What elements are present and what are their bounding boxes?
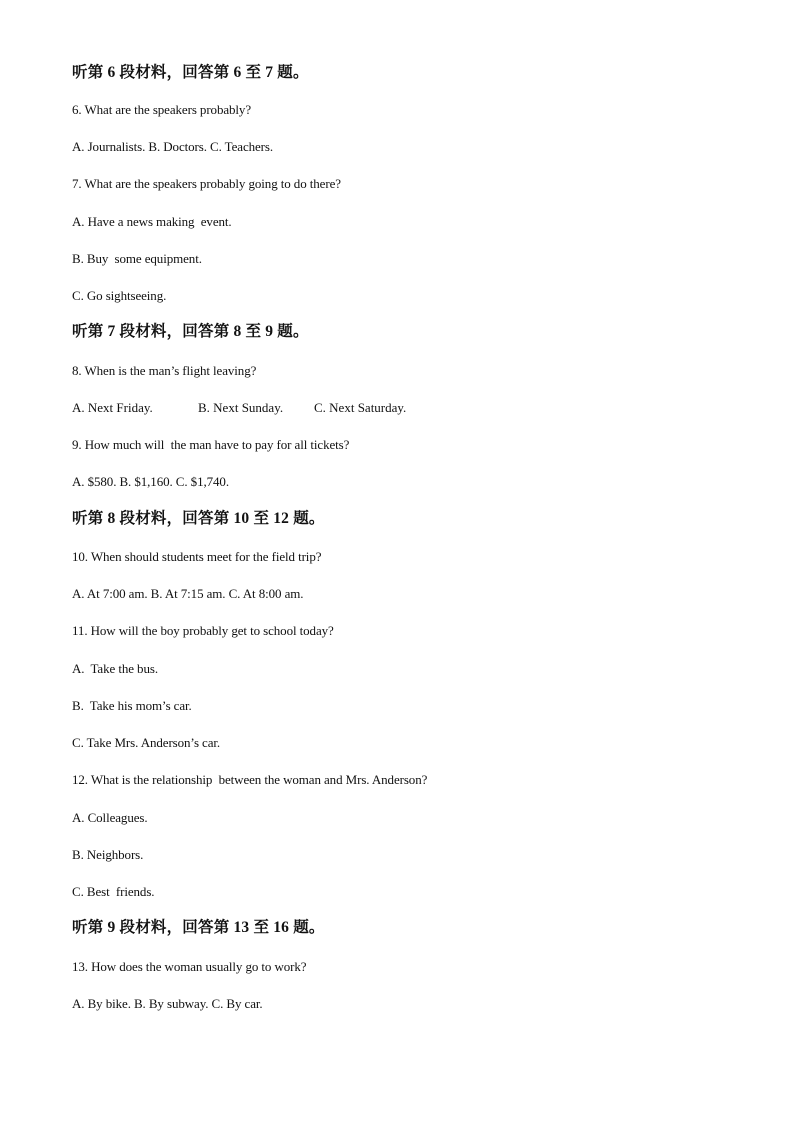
question-7: 7. What are the speakers probably going to do there? (72, 176, 341, 191)
section-heading-7: 听第 7 段材料，回答第 8 至 9 题。 (72, 323, 309, 340)
question-9-options: A. $580. B. $1,160. C. $1,740. (72, 474, 229, 489)
question-13: 13. How does the woman usually go to work? (72, 959, 307, 974)
document-page (72, 0, 752, 1123)
question-11-option-c: C. Take Mrs. Anderson’s car. (72, 735, 221, 750)
question-9: 9. How much will the man have to pay for all tickets? (72, 437, 350, 452)
question-8-option-b: B. Next Sunday. (198, 400, 284, 415)
section-heading-9: 听第 9 段材料，回答第 13 至 16 题。 (72, 919, 325, 936)
question-7-option-a: A. Have a news making event. (72, 214, 232, 229)
question-7-option-b: B. Buy some equipment. (72, 251, 202, 266)
question-11-option-a: A. Take the bus. (72, 661, 158, 676)
question-12: 12. What is the relationship between the woman and Mrs. Anderson? (72, 772, 428, 787)
question-11: 11. How will the boy probably get to school today? (72, 623, 334, 638)
question-13-options: A. By bike. B. By subway. C. By car. (72, 996, 263, 1011)
section-heading-6: 听第 6 段材料，回答第 6 至 7 题。 (72, 64, 309, 81)
question-8-option-a: A. Next Friday. (72, 400, 153, 415)
section-heading-8: 听第 8 段材料，回答第 10 至 12 题。 (72, 510, 325, 527)
question-6-options: A. Journalists. B. Doctors. C. Teachers. (72, 139, 274, 154)
question-7-option-c: C. Go sightseeing. (72, 288, 167, 303)
question-11-option-b: B. Take his mom’s car. (72, 698, 192, 713)
question-12-option-c: C. Best friends. (72, 884, 155, 899)
question-12-option-a: A. Colleagues. (72, 810, 148, 825)
question-6: 6. What are the speakers probably? (72, 102, 252, 117)
question-10: 10. When should students meet for the field trip? (72, 549, 322, 564)
question-8: 8. When is the man’s flight leaving? (72, 363, 257, 378)
question-10-options: A. At 7:00 am. B. At 7:15 am. C. At 8:00 am. (72, 586, 304, 601)
question-12-option-b: B. Neighbors. (72, 847, 144, 862)
question-8-option-c: C. Next Saturday. (314, 400, 407, 415)
